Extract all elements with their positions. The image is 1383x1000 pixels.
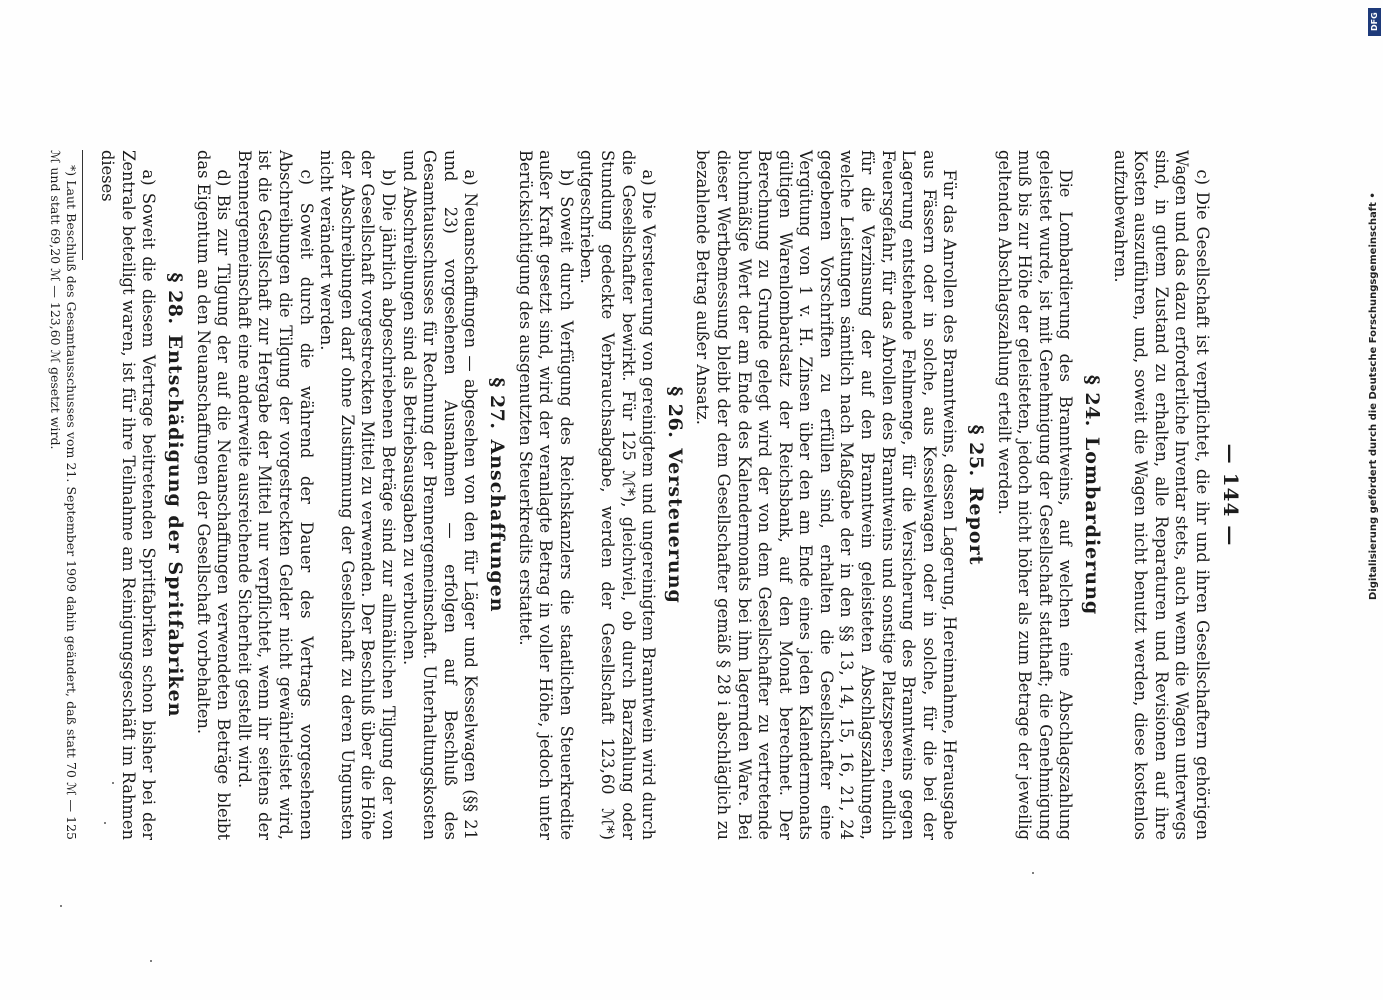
paragraph: a) Soweit die diesem Vertrage beitretenden Spritfabriken schon bisher bei der Zentrale beteiligt waren, ist für ihre Teilnahme am Reinigungsgeschäft im Rahmen dieses	[98, 150, 159, 840]
paragraph: d) Bis zur Tilgung der auf die Neuanschaffungen verwendeten Beträge bleibt das Eigentum an den Neuanschaffungen der Gesellschaft vorbehalten.	[193, 150, 234, 840]
paragraph: b) Die jährlich abgeschriebenen Beträge sind zur allmählichen Tilgung der von der Gesellschaft vorgestreckten Mittel zu verwenden. Der Beschluß über die Höhe der Abschreibungen darf ohne Zustimmung der Gesellschaft zu deren Ungunsten nicht verändert werden.	[317, 150, 399, 840]
paragraph: Für das Anrollen des Branntweins, dessen Lagerung, Hereinnahme, Herausgabe aus Fässern oder in solche, aus Kesselwagen oder in solche, für die bei der Lagerung entstehende Fehlmenge, für die Versicherung des Branntweins gegen Feuersgefahr, für das Abrollen des Branntweins und sonstige Platzspesen, endlich für die Verzinsung der auf den Branntwein geleisteten Abschlagszahlungen, welche Leistungen sämtlich nach Maßgabe der in den §§ 13, 14, 15, 16, 21, 24 gegebenen Vorschriften zu erfüllen sind, erhalten die Gesellschafter eine Vergütung von 1 v. H. Zinsen über den am Ende eines jeden Kalendermonats gültigen Warenlombardsatz der Reichsbank, auf den Monat berechnet. Der Berechnung zu Grunde gelegt wird der von dem Gesellschafter zu vertretende buchmäßige Wert der am Ende des Kalendermonats bei ihm lagernden Ware. Bei dieser Wertbemessung bleibt der dem Gesellschafter gemäß § 28 i abschläglich zu bezahlende Betrag außer Ansatz.	[693, 150, 960, 840]
footnote: *) Laut Beschluß des Gesamtausschusses vom 21. September 1909 dahin geändert, daß statt 70 ℳ — 125 ℳ und statt 69,20 ℳ — 123,60 ℳ gesetzt wird.	[47, 150, 79, 840]
section-heading	[486, 150, 507, 840]
digitization-credit: Digitalisierung gefördert durch die Deutsche Forschungsgemeinschaft •	[1368, 192, 1379, 600]
paragraph: a) Die Versteuerung von gereinigtem und ungereinigtem Branntwein wird durch die Gesellschafter bewirkt. Für 125 ℳ*), gleichviel, ob durch Barzahlung oder Stundung gedeckte Verbrauchsabgabe, werden der Gesellschaft 123,60 ℳ*) gutgeschrieben.	[577, 150, 659, 840]
paragraph: b) Soweit durch Verfügung des Reichskanzlers die staatlichen Steuerkredite außer Kraft gesetzt sind, wird der veranlagte Betrag in voller Höhe, jedoch unter Berücksichtigung des ausgenutzten Steuerkredits erstattet.	[515, 150, 576, 840]
page-body	[47, 150, 1212, 840]
section-title: Anschaffungen	[486, 439, 508, 613]
section-number: § 25.	[965, 424, 988, 477]
section-number: § 27.	[486, 377, 508, 430]
paragraph: Die Lombardierung des Branntweins, auf welchen eine Abschlagszahlung geleistet wurde, ist mit Genehmigung der Gesellschaft statthaft; die Genehmigung muß bis zur Höhe der geleisteten, jedoch nicht höher als zum Betrage der jeweilig geltenden Abschlagszahlung erteilt werden.	[994, 150, 1076, 840]
section-title: Lombardierung	[1081, 436, 1104, 616]
paragraph: c) Soweit durch die während der Dauer des Vertrags vorgesehenen Abschreibungen die Tilgung der vorgestreckten Gelder nicht gewährleistet wird, ist die Gesellschaft zur Hergabe der Mittel nur verpflichtet, wenn ihr seitens der Brennergemeinschaft eine anderweite ausreichende Sicherheit gestellt wird.	[234, 150, 316, 840]
section-number: § 26.	[663, 386, 686, 439]
scan-speck	[150, 960, 152, 962]
page-number: — 144 —	[1219, 443, 1243, 547]
rotated-book-page	[47, 150, 1243, 840]
section-heading	[965, 150, 986, 840]
scan-speck	[60, 905, 62, 907]
section-title: Versteuerung	[663, 448, 686, 604]
paragraph: a) Neuanschaffungen — abgesehen von den für Läger und Kesselwagen (§§ 21 und 23) vorgesehenen Ausnahmen — erfolgen auf Beschluß des Gesamtausschusses für Rechnung der Brennergemeinschaft. Unterhaltungskosten und Abschreibungen sind als Betriebsausgaben zu verbuchen.	[399, 150, 481, 840]
dfg-logo-badge: DFG	[1368, 8, 1381, 36]
footnote-rule	[82, 150, 83, 260]
scan-speck	[1032, 872, 1034, 874]
section-heading	[664, 150, 685, 840]
section-number: § 24.	[1081, 374, 1104, 427]
section-heading	[165, 150, 186, 840]
section-title: Report	[965, 486, 988, 566]
section-heading	[1081, 150, 1102, 840]
section-title: Entschädigung der Spritfabriken	[164, 334, 187, 718]
paragraph: c) Die Gesellschaft ist verpflichtet, die ihr und ihren Gesellschaftern gehörigen Wagen und das dazu erforderliche Inventar stets, auch wenn die Wagen unterwegs sind, in gutem Zustand zu erhalten, alle Reparaturen und Revisionen auf ihre Kosten auszuführen, und, soweit die Wagen nicht benutzt werden, diese kostenlos aufzubewahren.	[1110, 150, 1212, 840]
section-number: § 28.	[164, 272, 187, 325]
